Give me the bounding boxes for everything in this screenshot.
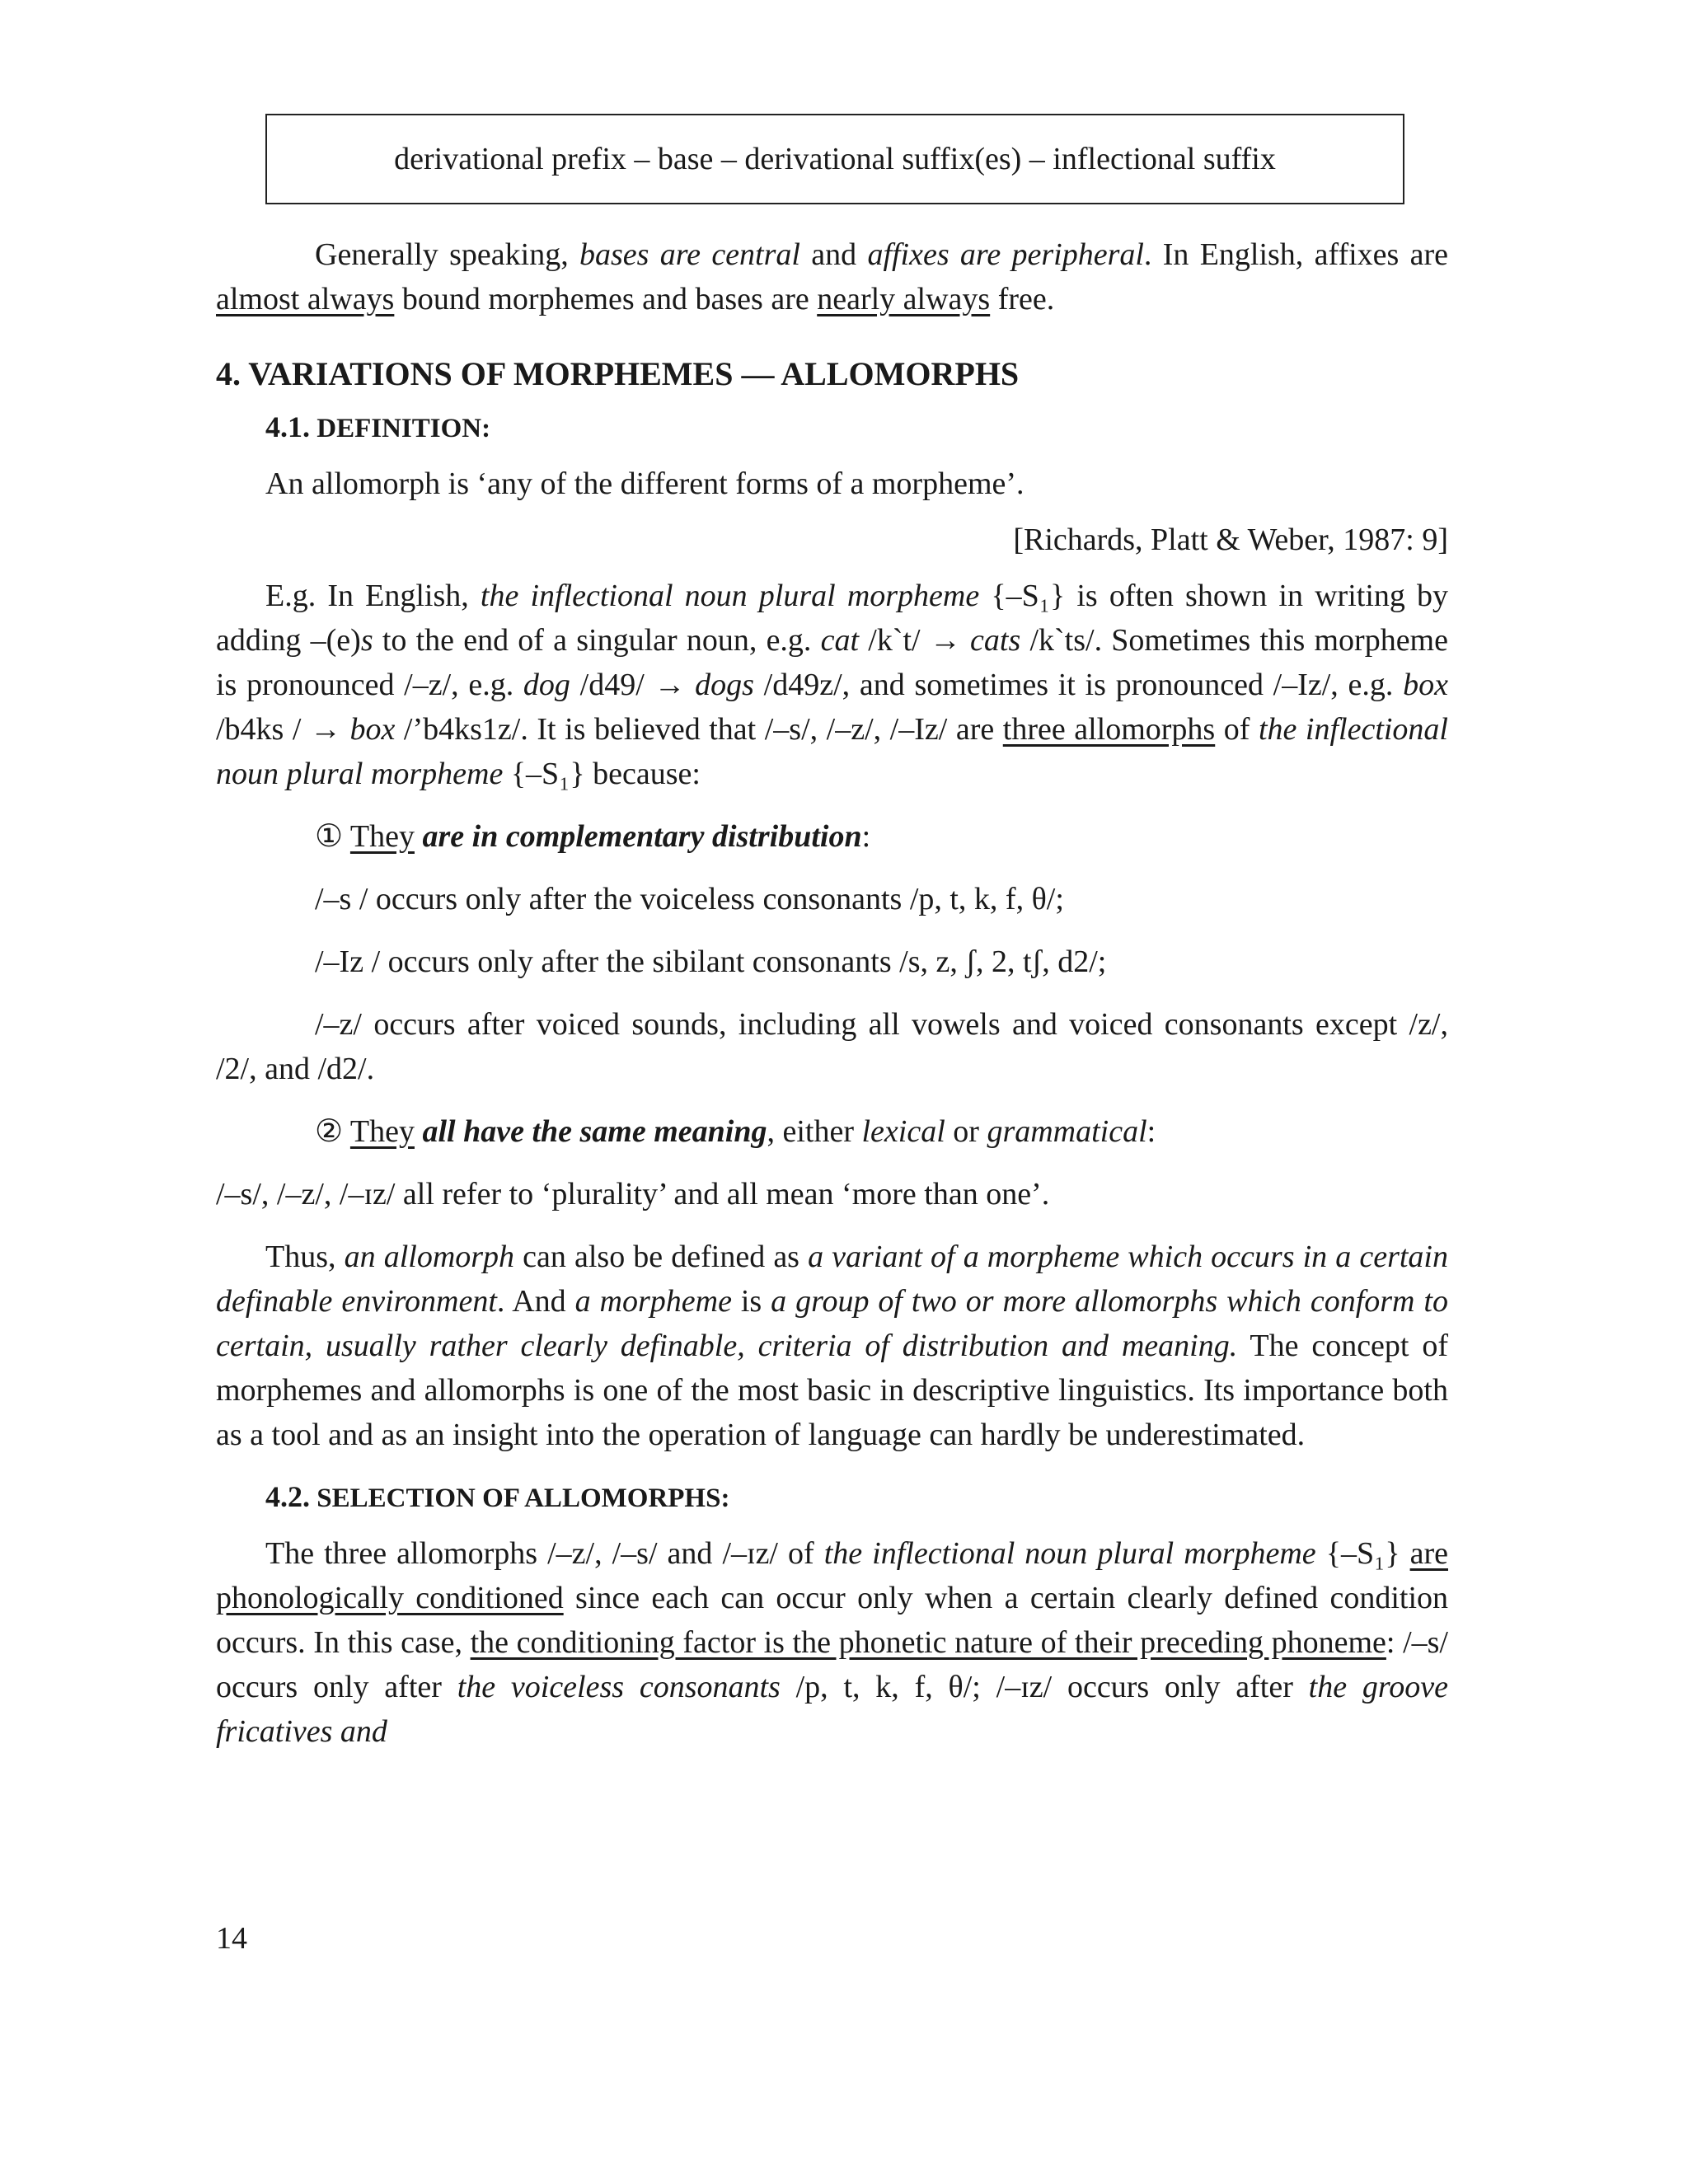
italic-run: a group of two or more allomorphs which conform to certain, usually rather clearly definable, criteria of distribution and meaning. bbox=[216, 1284, 1448, 1363]
paragraph-example bbox=[216, 574, 1448, 796]
text-run: /k`t/ → bbox=[859, 623, 971, 658]
text-run: of bbox=[1215, 712, 1259, 747]
italic-run: a morpheme bbox=[574, 1284, 732, 1319]
italic-run: the inflectional noun plural morpheme bbox=[480, 579, 980, 613]
underlined-run: They bbox=[349, 1114, 415, 1149]
subsection-label: DEFINITION: bbox=[316, 414, 491, 443]
paragraph-bases-affixes bbox=[216, 232, 1448, 321]
italic-run: affixes are peripheral bbox=[867, 237, 1144, 272]
italic-run: s bbox=[360, 623, 373, 658]
circled-number-1: ① bbox=[315, 819, 344, 854]
text-run: : bbox=[861, 819, 871, 854]
text-run: E.g. In English, bbox=[265, 579, 481, 613]
page-number: 14 bbox=[216, 1921, 247, 1956]
text-run: {–S₁} because: bbox=[503, 757, 701, 791]
text-run: : /–s/ occurs only after bbox=[216, 1625, 1448, 1704]
rule-iz: /–Iz / occurs only after the sibilant consonants /s, z, ʃ, 2, tʃ, d2/; bbox=[315, 944, 1107, 979]
underlined-run: are phonologically conditioned bbox=[216, 1536, 1448, 1615]
subsection-label: SELECTION OF ALLOMORPHS: bbox=[316, 1483, 730, 1513]
page-content bbox=[216, 114, 1448, 1754]
text-run: /d49/ → bbox=[570, 668, 696, 702]
paragraph-selection bbox=[216, 1531, 1448, 1754]
text-run: {–S₁} is often shown in writing by adding –(e) bbox=[216, 579, 1449, 658]
italic-run: cat bbox=[820, 623, 860, 658]
text-run: since each can occur only when a certain clearly defined condition occurs. In this case, bbox=[216, 1581, 1449, 1660]
text-run: , either bbox=[767, 1114, 862, 1149]
italic-run: dog bbox=[523, 668, 570, 702]
subsection-number: 4.1. bbox=[265, 410, 310, 443]
text-run: Generally speaking, bbox=[315, 237, 580, 272]
text-run: and bbox=[799, 237, 868, 272]
rule-s: /–s / occurs only after the voiceless consonants /p, t, k, f, θ/; bbox=[315, 882, 1064, 916]
underlined-run: the conditioning factor is the phonetic nature of their preceding phoneme bbox=[470, 1625, 1386, 1660]
italic-run: dogs bbox=[695, 668, 754, 702]
text-run: /’b4ks1z/. It is believed that /–s/, /–z/, /–Iz/ are bbox=[395, 712, 1003, 747]
citation: [Richards, Platt & Weber, 1987: 9] bbox=[1013, 523, 1448, 557]
text-run: : bbox=[1146, 1114, 1156, 1149]
morpheme-order-box bbox=[265, 114, 1404, 204]
text-run: to the end of a singular noun, e.g. bbox=[373, 623, 821, 658]
text-run: bound morphemes and bases are bbox=[394, 282, 818, 316]
reason-2 bbox=[216, 1109, 1448, 1154]
plurality-line: /–s/, /–z/, /–ɪz/ all refer to ‘plurality’ and all mean ‘more than one’. bbox=[216, 1177, 1050, 1212]
italic-run: the inflectional noun plural morpheme bbox=[823, 1536, 1316, 1571]
bold-italic-run: are in complementary distribution bbox=[422, 819, 862, 854]
underlined-run: nearly always bbox=[817, 282, 991, 316]
text-run: The three allomorphs /–z/, /–s/ and /–ɪz/ of bbox=[265, 1536, 824, 1571]
reason-1 bbox=[216, 814, 1448, 859]
rule-z: /–z/ occurs after voiced sounds, including all vowels and voiced consonants except /z/, /2/, and /d2/. bbox=[216, 1007, 1448, 1086]
text-run: . And bbox=[496, 1284, 575, 1319]
italic-run: bases are central bbox=[579, 237, 800, 272]
italic-run: the inflectional noun plural morpheme bbox=[216, 712, 1448, 791]
italic-run: the groove fricatives and bbox=[216, 1670, 1448, 1749]
underlined-run: three allomorphs bbox=[1002, 712, 1216, 747]
text-run: is bbox=[731, 1284, 771, 1319]
text-run: The concept of morphemes and allomorphs is one of the most basic in descriptive linguistics. Its importance both as a tool and as an insight into the operation of language can hardly be underestimated. bbox=[216, 1329, 1448, 1452]
text-run: Thus, bbox=[265, 1240, 345, 1274]
morpheme-order-text: derivational prefix – base – derivational suffix(es) – inflectional suffix bbox=[394, 142, 1276, 176]
text-run: /d49z/, and sometimes it is pronounced /–Iz/, e.g. bbox=[753, 668, 1404, 702]
bold-italic-run: all have the same meaning bbox=[422, 1114, 767, 1149]
italic-run: grammatical bbox=[987, 1114, 1147, 1149]
paragraph-thus bbox=[216, 1235, 1448, 1457]
text-run: can also be defined as bbox=[514, 1240, 809, 1274]
text-run: . In English, affixes are bbox=[1143, 237, 1449, 272]
italic-run: cats bbox=[970, 623, 1021, 658]
definition-text: An allomorph is ‘any of the different forms of a morpheme’. bbox=[265, 466, 1025, 501]
text-run: free. bbox=[990, 282, 1055, 316]
text-run: /b4ks / → bbox=[216, 712, 350, 747]
italic-run: the voiceless consonants bbox=[457, 1670, 781, 1704]
italic-run: box bbox=[349, 712, 396, 747]
subsection-number: 4.2. bbox=[265, 1480, 310, 1513]
text-run: /p, t, k, f, θ/; /–ɪz/ occurs only after bbox=[780, 1670, 1309, 1704]
italic-run: box bbox=[1403, 668, 1448, 702]
subsection-heading-4-1 bbox=[265, 405, 1448, 450]
section-heading-4: 4. VARIATIONS OF MORPHEMES — ALLOMORPHS bbox=[216, 355, 1020, 392]
underlined-run: almost always bbox=[216, 282, 395, 316]
text-run: /k`ts/. Sometimes this morpheme is pronounced /–z/, e.g. bbox=[216, 623, 1448, 702]
underlined-run: They bbox=[349, 819, 415, 854]
italic-run: an allomorph bbox=[344, 1240, 515, 1274]
italic-run: lexical bbox=[861, 1114, 945, 1149]
subsection-heading-4-2 bbox=[265, 1475, 1448, 1520]
text-run: {–S₁} bbox=[1315, 1536, 1410, 1571]
italic-run: a variant of a morpheme which occurs in a certain definable environment bbox=[216, 1240, 1448, 1319]
circled-number-2: ② bbox=[315, 1114, 344, 1149]
text-run: or bbox=[945, 1114, 987, 1149]
